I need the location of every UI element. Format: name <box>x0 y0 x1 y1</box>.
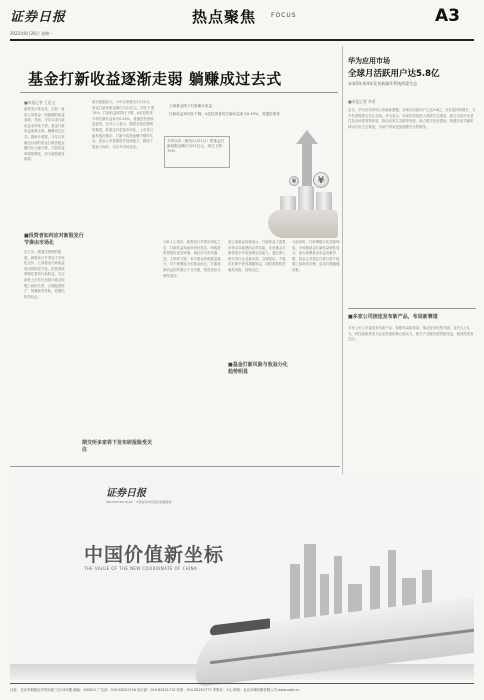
hand-illustration <box>268 210 338 238</box>
article-body-col-5: 与此同时，打新策略分化趋势明显，小规模基金打新收益弹性更大，而大规模基金收益贡献有限，基金公司需在打新与资产配置之间取得平衡，追求长期稳健回报。 <box>292 240 340 272</box>
sidebar-subline: 未来5年用4年发布新操作系统鸿蒙生态 <box>348 81 418 86</box>
article-subhead-3: ■基金打新风险与收益分化趋势明显 <box>228 362 288 375</box>
article-subhead-1: ■投资者如何应对新股发行节奏由市场化 <box>24 233 84 246</box>
sidebar-section-divider <box>348 308 476 309</box>
sidebar-byline: ■本报记者 李勇 <box>348 99 376 104</box>
article-body-col-4: 某公募基金经理表示，打新收益下滑是市场走向成熟的必然结果，未来基金打新将更多考验投研定价能力，通过深入研究发行企业基本面，合理报价，才能在打新中获得超额收益，同时需要防范破发风险，控制仓位。 <box>228 240 286 272</box>
masthead <box>0 0 484 46</box>
sidebar-body-2: 多家上市公司接连发布新产品，积极布局新赛道，推动业务转型升级。业内人士认为，科技创新将成为企业发展的核心驱动力，相关产业链有望持续受益，值得投资者关注。 <box>348 326 474 342</box>
infographic-caption: 公募基金网下打新累计收益 <box>169 104 213 108</box>
lower-section-divider <box>10 466 340 467</box>
ad-subtitle: THE VALUE OF THE NEW COORDINATE OF CHINA <box>84 566 198 571</box>
article-body-col-2: 统计数据显示，今年以来截至2月21日，基金打新获配金额仅为21亿元，同比下滑70%。打新收益率同比下降，A类投资者平均打新收益率为0.45%，普通投资者收益更低。业内人士表示，随着全面注册制的推进，新股定价更加市场化，上市首日破发情况增多，打新不再是稳赚不赔的买卖，基金公司需要提升投研能力，精选个股参与询价，以应对市场变化。 <box>92 100 154 149</box>
section-title-en: FOCUS <box>271 12 297 19</box>
yen-coin-icon: ¥ <box>289 176 299 186</box>
footer-divider <box>10 683 474 684</box>
issue-date: 2022年8月26日 星期一 <box>10 31 54 36</box>
article-headline: 基金打新收益逐渐走弱 躺赚成过去式 <box>28 70 282 88</box>
infographic-stat-amount: 今年以来（截至2月21日）的基金打新获配金额仅为21亿元，同比下滑70% <box>167 139 225 153</box>
masthead-divider <box>10 39 474 41</box>
newspaper-logo: 证券日报 <box>10 10 67 25</box>
infographic-stat-rate: 打新收益率同比下降，A类投资者均打新收益率为0.45%，普通投资者 <box>169 112 280 116</box>
sidebar-kicker: 华为应用市场 <box>348 57 390 65</box>
yen-coin-icon: ¥ <box>313 172 329 188</box>
ad-logo: 证券日报 <box>106 488 146 499</box>
sidebar-subhead: ■多家公司接连发布新产品，布局新赛道 <box>348 314 438 320</box>
lower-article-subhead: 期交所多家将下发布研报险受关注 <box>82 440 153 453</box>
article-body-col-1b: 近几年，随着注册制的推进，新股发行节奏趋于市场化定价，公募基金打新收益率出现明显分化，投资者需要理性看待打新收益，关注新股上市首日表现与基金规模之间的关系，合理配置资产，规避破发风险，把握结构性机会。 <box>24 250 65 299</box>
page-footer: 社址：北京市朝阳区安华西里三区13号楼 邮编：100011 广告部：010-83251716 发行部：010-83251713 传真：010-83251777 零售价：1元 印刷：北京京城印刷有限公司 www.zqrb.cn <box>10 688 300 692</box>
ad-title: 中国价值新坐标 <box>84 544 225 566</box>
section-title: 热点聚焦 <box>192 8 257 26</box>
sidebar-body: 近日，华为应用市场公布最新数据，全球月活跃用户已达5.8亿，分发量持续增长，为开发者提供全方位支持。华为表示，未来将持续投入鸿蒙生态建设，联合全球开发者打造全场景智慧体验，推动应用生态繁荣发展，助力数字经济建设，构建开放共赢的移动应用生态系统，为用户带来更加便捷安全的服务。 <box>348 108 476 129</box>
article-body-col-3: 分析人士指出，新股发行节奏市场化之后，打新收益率逐步回归常态，机构投资者报价更加审慎，询价环节竞争激烈，入围率下降，单只基金获配数量减少，对于规模较大的基金而言，打新增厚收益的效果已十分有限，投资者应当理性看待。 <box>163 240 221 278</box>
sidebar-headline: 全球月活跃用户达5.8亿 <box>348 69 440 79</box>
arrow-shaft <box>302 142 312 186</box>
headline-divider <box>20 92 338 93</box>
page-number: A3 <box>435 6 460 26</box>
article-byline: ■本报记者 王思文 <box>24 100 56 105</box>
article-body-col-1: 新股发行常态化，打新一直是公募基金一项稳健的收益来源，然而，今年以来打新收益率持续下滑，基金打新收益逐渐走弱，躺赚成过去式。据统计数据，今年以来截至目前的基金打新获配金额同比大幅下降，打新收益率明显降低，部分新股破发频现。 <box>24 107 65 162</box>
ad-logo-subtitle: SECURITIES DAILY · 中国证券市场信息披露媒体 <box>106 500 172 504</box>
